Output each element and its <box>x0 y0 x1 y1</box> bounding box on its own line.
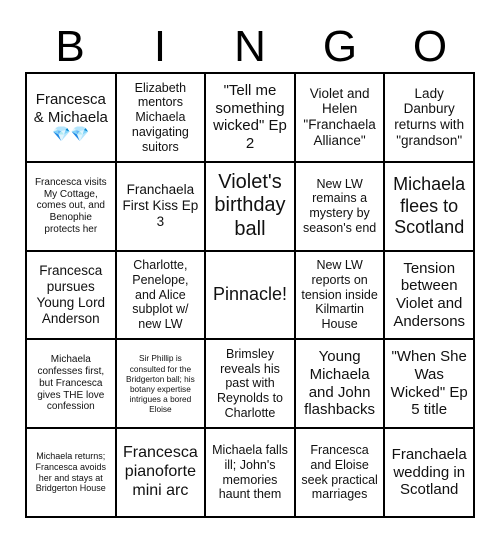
bingo-cell[interactable] <box>384 339 474 428</box>
cell-text: Franchaela First Kiss Ep 3 <box>122 182 199 230</box>
cell-text: Violet and Helen "Franchaela Alliance" <box>303 85 376 149</box>
bingo-cell[interactable] <box>295 251 385 340</box>
cell-text: Francesca visits My Cottage, comes out, and Benophie protects her <box>34 176 107 235</box>
bingo-cell[interactable] <box>26 73 116 162</box>
cell-text: Pinnacle! <box>212 284 288 305</box>
cell-text: Michaela returns; Francesca avoids her and stays at Bridgerton House <box>35 451 107 494</box>
cell-text: "Tell me something wicked" Ep 2 <box>213 82 287 153</box>
bingo-cell[interactable] <box>205 428 295 517</box>
bingo-cell[interactable] <box>295 162 385 251</box>
cell-text: Michaela confesses first, but Francesca gives THE love confession <box>37 354 105 413</box>
cell-text: Elizabeth mentors Michaela navigating suitors <box>131 80 189 154</box>
cell-text: Francesca pursues Young Lord Anderson <box>36 263 106 326</box>
header-letter-g: G <box>322 22 358 71</box>
bingo-cell[interactable] <box>116 162 206 251</box>
bingo-cell[interactable] <box>384 73 474 162</box>
cell-text: Young Michaela and John flashbacks <box>304 348 376 419</box>
cell-text: Francesca and Eloise seek practical marriages <box>301 443 378 502</box>
bingo-cell[interactable] <box>116 428 206 517</box>
bingo-cell[interactable] <box>205 251 295 340</box>
cell-text: Michaela flees to Scotland <box>393 174 466 237</box>
bingo-cell[interactable] <box>205 73 295 162</box>
bingo-cell[interactable] <box>26 428 116 517</box>
cell-text: Charlotte, Penelope, and Alice subplot w/ new LW <box>132 258 189 332</box>
cell-text: Francesca & Michaela 💎💎 <box>33 90 108 144</box>
bingo-grid <box>25 72 475 518</box>
cell-text: Sir Phillip is consulted for the Bridgerton ball; his botany expertise intrigues a bored Eloise <box>126 353 195 414</box>
cell-text: Tension between Violet and Andersons <box>393 259 466 330</box>
bingo-cell[interactable] <box>26 251 116 340</box>
bingo-cell[interactable] <box>295 339 385 428</box>
header-letter-b: B <box>55 22 85 71</box>
cell-text: "When She Was Wicked" Ep 5 title <box>390 348 468 419</box>
cell-text: Francesca pianoforte mini arc <box>123 444 198 500</box>
bingo-cell[interactable] <box>384 251 474 340</box>
bingo-cell[interactable] <box>295 73 385 162</box>
bingo-cell[interactable] <box>384 162 474 251</box>
bingo-cell[interactable] <box>116 73 206 162</box>
cell-text: Michaela falls ill; John's memories haunt them <box>212 443 288 502</box>
bingo-cell[interactable] <box>205 339 295 428</box>
bingo-cell[interactable] <box>384 428 474 517</box>
cell-text: Violet's birthday ball <box>214 170 286 240</box>
bingo-cell[interactable] <box>116 339 206 428</box>
bingo-cell[interactable] <box>116 251 206 340</box>
bingo-cell[interactable] <box>205 162 295 251</box>
bingo-cell[interactable] <box>295 428 385 517</box>
bingo-header <box>25 22 475 72</box>
cell-text: Lady Danbury returns with "grandson" <box>394 85 465 149</box>
header-letter-n: N <box>234 22 266 71</box>
cell-text: Brimsley reveals his past with Reynolds to Charlotte <box>216 346 283 420</box>
header-letter-i: I <box>153 22 167 71</box>
cell-text: New LW remains a mystery by season's end <box>302 176 377 235</box>
cell-text: New LW reports on tension inside Kilmartin House <box>301 258 378 332</box>
bingo-cell[interactable] <box>26 162 116 251</box>
cell-text: Franchaela wedding in Scotland <box>391 446 467 499</box>
header-letter-o: O <box>412 22 448 71</box>
bingo-cell[interactable] <box>26 339 116 428</box>
